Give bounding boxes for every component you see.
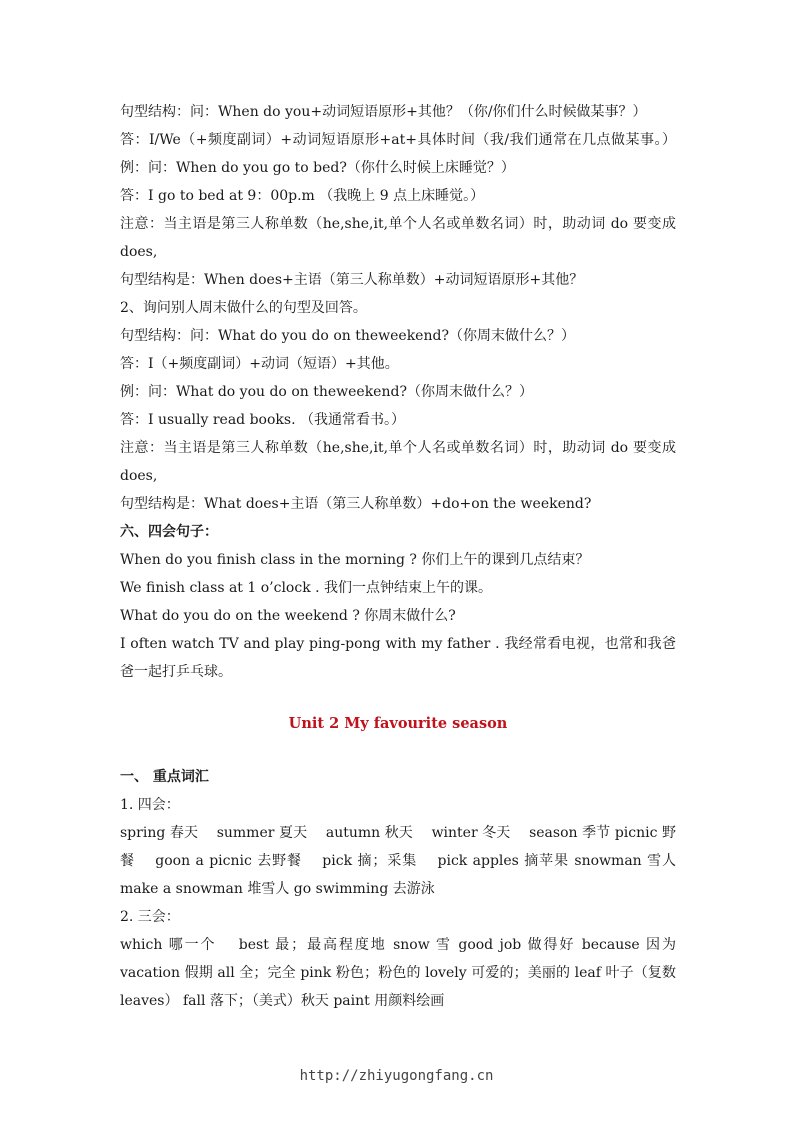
text-line: 例：问：What do you do on theweekend?（你周末做什么？） <box>120 384 533 400</box>
text-line: 答：I/We（+频度副词）+动词短语原形+at+具体时间（我/我们通常在几点做某事。） 例：问：When do you go to bed?（你什么时候上床睡觉？） <box>120 132 676 176</box>
section-heading: 六、四会句子： <box>120 524 218 540</box>
text-line: 注意：当主语是第三人称单数（he,she,it,单个人名或单数名词）时，助动词 do 要变成 does, <box>120 440 676 484</box>
document-body <box>120 98 676 1015</box>
text-line: 句型结构是：What does+主语（第三人称单数）+do+on the weekend? <box>120 496 592 512</box>
text-line: 句型结构：问：When do you+动词短语原形+其他？（你/你们什么时候做某事？） <box>120 104 647 120</box>
footer-url[interactable]: http://zhiyugongfang.cn <box>299 1068 494 1084</box>
sentence-line: I often watch TV and play ping-pong with my father . 我经常看电视，也常和我爸爸一起打乒乓球。 <box>120 636 676 680</box>
text-line: 答：I usually read books. （我通常看书。） <box>120 412 405 428</box>
text-line: 答：I（+频度副词）+动词（短语）+其他。 <box>120 356 399 372</box>
vocab-list: spring 春天 summer 夏天 autumn 秋天 winter 冬天 season 季节 picnic 野餐 goon a picnic 去野餐 pick 摘；采集 pick apples 摘苹果 snowman 雪人 make a snowman 堆雪人 go swimming 去游泳 <box>120 825 676 897</box>
sentence-line: We finish class at 1 o’clock . 我们一点钟结束上午的课。 <box>120 580 493 596</box>
vocab-label: 1. 四会： <box>120 797 180 813</box>
text-line: 2、询问别人周末做什么的句型及回答。 <box>120 300 367 316</box>
text-line: 注意：当主语是第三人称单数（he,she,it,单个人名或单数名词）时，助动词 do 要变成 does, <box>120 216 676 260</box>
text-line: 句型结构是：When does+主语（第三人称单数）+动词短语原形+其他？ <box>120 272 584 288</box>
sentence-line: What do you do on the weekend ? 你周末做什么? <box>120 608 456 624</box>
unit-title: Unit 2 My favourite season <box>288 715 508 732</box>
vocab-list: which 哪一个 best 最；最高程度地 snow 雪 good job 做得好 because 因为 vacation 假期 all 全；完全 pink 粉色；粉色的 lovely 可爱的；美丽的 leaf 叶子（复数 leaves） fall 落下；（美式）秋天 paint 用颜料绘画 <box>120 937 676 1009</box>
text-line: 答：I go to bed at 9：00p.m （我晚上 9 点上床睡觉。） <box>120 188 485 204</box>
section-heading: 一、 重点词汇 <box>120 769 209 785</box>
sentence-line: When do you finish class in the morning ? 你们上午的课到几点结束？ <box>120 552 590 568</box>
text-line: 句型结构：问：What do you do on theweekend?（你周末做什么？） <box>120 328 575 344</box>
vocab-label: 2. 三会： <box>120 909 180 925</box>
